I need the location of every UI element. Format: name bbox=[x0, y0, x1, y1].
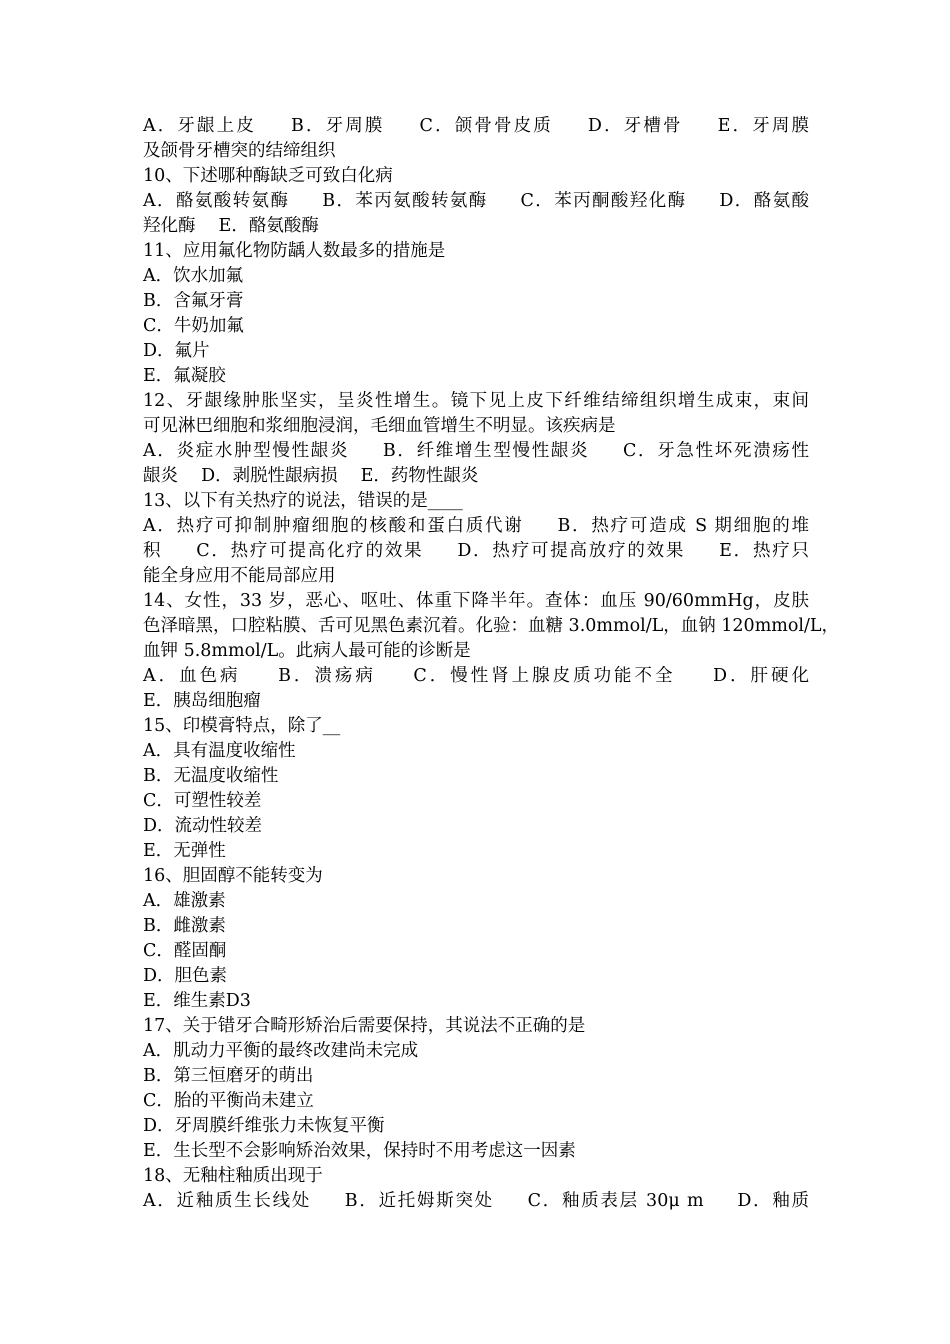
text-line: B．雌激素 bbox=[143, 916, 226, 936]
text-line: 色泽暗黑，口腔粘膜、舌可见黑色素沉着。化验：血糖 3.0mmol/L，血钠 120mmol/L， bbox=[143, 616, 840, 636]
text-line: 17、关于错牙合畸形矫治后需要保持，其说法不正确的是 bbox=[143, 1016, 586, 1036]
text-line: A．血色病 B．溃疡病 C．慢性肾上腺皮质功能不全 D．肝硬化 bbox=[143, 666, 809, 686]
text-line: B．第三恒磨牙的萌出 bbox=[143, 1066, 314, 1086]
text-line: 15、印模膏特点，除了__ bbox=[143, 716, 341, 736]
text-line: C．牛奶加氟 bbox=[143, 316, 244, 336]
text-line: 能全身应用不能局部应用 bbox=[143, 566, 336, 586]
text-line: D．牙周膜纤维张力未恢复平衡 bbox=[143, 1116, 385, 1136]
text-line: A．具有温度收缩性 bbox=[143, 741, 296, 761]
text-line: 积 C．热疗可提高化疗的效果 D．热疗可提高放疗的效果 E．热疗只 bbox=[143, 541, 809, 561]
text-line: 血钾 5.8mmol/L。此病人最可能的诊断是 bbox=[143, 641, 471, 661]
text-line: 16、胆固醇不能转变为 bbox=[143, 866, 323, 886]
text-line: 13、以下有关热疗的说法，错误的是____ bbox=[143, 491, 463, 511]
text-line: D．流动性较差 bbox=[143, 816, 263, 836]
text-line: A．饮水加氟 bbox=[143, 266, 244, 286]
text-line: 12、牙龈缘肿胀坚实，呈炎性增生。镜下见上皮下纤维结缔组织增生成束，束间 bbox=[143, 391, 809, 411]
text-line: A．肌动力平衡的最终改建尚未完成 bbox=[143, 1041, 419, 1061]
text-line: A．酪氨酸转氨酶 B．苯丙氨酸转氨酶 C．苯丙酮酸羟化酶 D．酪氨酸 bbox=[143, 191, 809, 211]
text-line: D．胆色素 bbox=[143, 966, 228, 986]
text-line: 羟化酶 E．酪氨酸酶 bbox=[143, 216, 319, 236]
text-line: 10、下述哪种酶缺乏可致白化病 bbox=[143, 166, 393, 186]
text-line: A．炎症水肿型慢性龈炎 B．纤维增生型慢性龈炎 C．牙急性坏死溃疡性 bbox=[143, 441, 809, 461]
text-line: E．无弹性 bbox=[143, 841, 226, 861]
text-line: E．生长型不会影响矫治效果，保持时不用考虑这一因素 bbox=[143, 1141, 576, 1161]
text-line: A．热疗可抑制肿瘤细胞的核酸和蛋白质代谢 B．热疗可造成 S 期细胞的堆 bbox=[143, 516, 809, 536]
text-line: E．维生素D3 bbox=[143, 991, 251, 1011]
text-line: 可见淋巴细胞和浆细胞浸润，毛细血管增生不明显。该疾病是 bbox=[143, 416, 616, 436]
text-line: 18、无釉柱釉质出现于 bbox=[143, 1166, 323, 1186]
text-line: A．雄激素 bbox=[143, 891, 226, 911]
text-line: B．无温度收缩性 bbox=[143, 766, 279, 786]
text-line: C．胎的平衡尚未建立 bbox=[143, 1091, 314, 1111]
text-line: 14、女性，33 岁，恶心、呕吐、体重下降半年。查体：血压 90/60mmHg，皮肤 bbox=[143, 591, 809, 611]
text-line: C．醛固酮 bbox=[143, 941, 227, 961]
text-line: 及颌骨牙槽突的结缔组织 bbox=[143, 141, 336, 161]
text-line: E．氟凝胶 bbox=[143, 366, 226, 386]
text-line: B．含氟牙膏 bbox=[143, 291, 244, 311]
document-page bbox=[143, 114, 840, 1214]
text-line: E．胰岛细胞瘤 bbox=[143, 691, 261, 711]
text-line: 11、应用氟化物防龋人数最多的措施是 bbox=[143, 241, 446, 261]
text-line: C．可塑性较差 bbox=[143, 791, 262, 811]
text-line: 龈炎 D．剥脱性龈病损 E．药物性龈炎 bbox=[143, 466, 479, 486]
text-line: A．牙龈上皮 B．牙周膜 C．颌骨骨皮质 D．牙槽骨 E．牙周膜 bbox=[143, 116, 809, 136]
text-line: D．氟片 bbox=[143, 341, 210, 361]
text-line: A．近釉质生长线处 B．近托姆斯突处 C．釉质表层 30μ m D．釉质 bbox=[143, 1191, 809, 1211]
